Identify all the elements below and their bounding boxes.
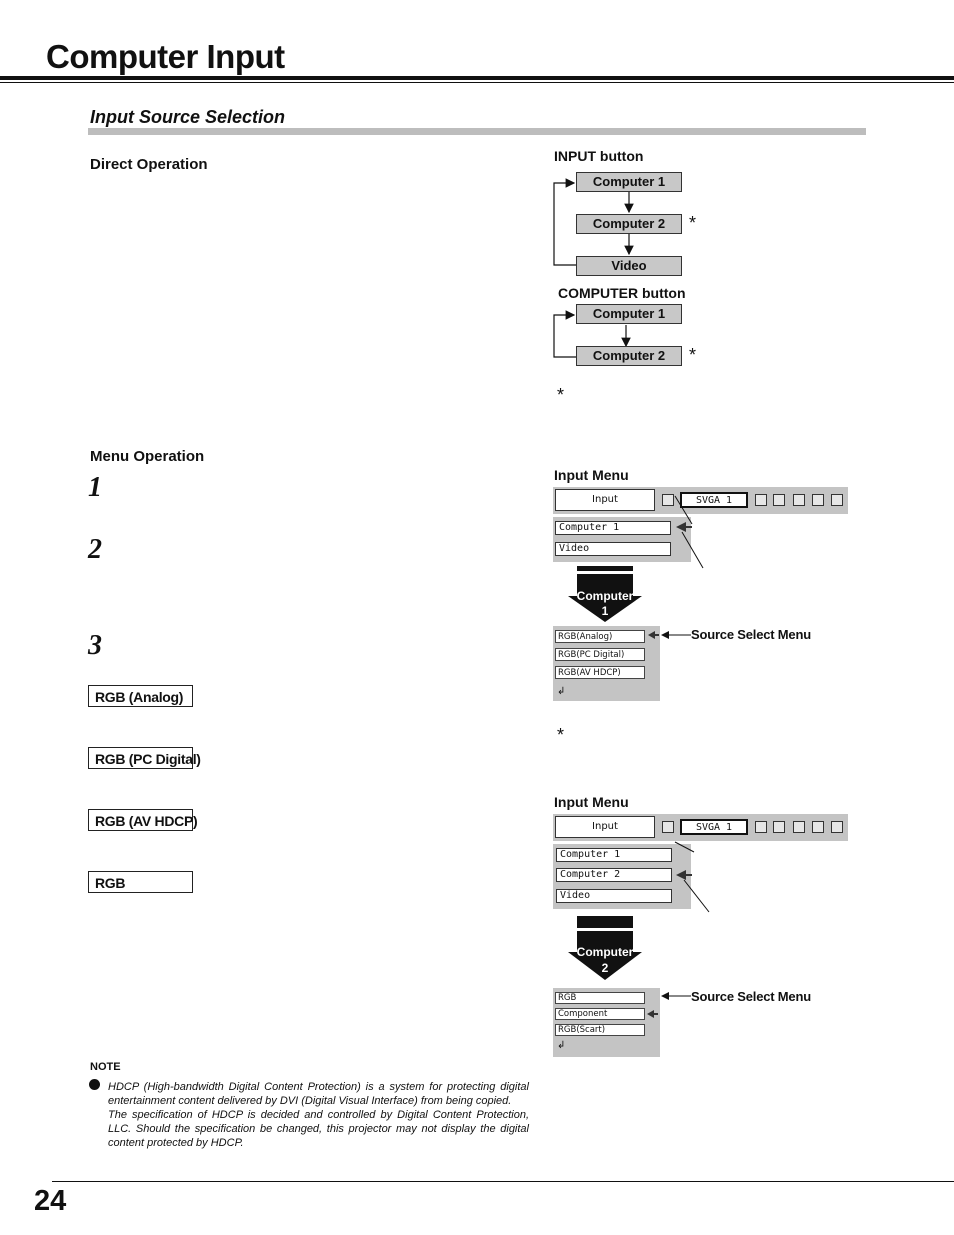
flow-computer-2: Computer 2 bbox=[576, 214, 682, 234]
arrow-label-computer: Computer bbox=[576, 945, 634, 959]
pointer-lines bbox=[672, 488, 712, 570]
menu-item-video: Video bbox=[556, 889, 672, 903]
asterisk-mark: * bbox=[557, 725, 565, 745]
flow-computer-2b: Computer 2 bbox=[576, 346, 682, 366]
asterisk-mark: * bbox=[689, 345, 697, 365]
page-title: Computer Input bbox=[46, 38, 285, 75]
source-select-pointer bbox=[645, 990, 691, 1020]
exit-icon: ↲ bbox=[557, 1040, 566, 1051]
source-item-rgb: RGB bbox=[555, 992, 645, 1004]
menu-operation-heading: Menu Operation bbox=[90, 448, 205, 465]
menu-icon bbox=[755, 821, 767, 833]
menu-icon bbox=[773, 821, 785, 833]
step-2: 2 bbox=[88, 534, 102, 565]
menu-icon bbox=[793, 494, 805, 506]
sound-icon bbox=[831, 494, 843, 506]
input-button-label: INPUT button bbox=[554, 148, 644, 164]
arrow-label-number: 1 bbox=[601, 604, 609, 618]
input-menu-label: Input Menu bbox=[554, 467, 629, 483]
note-paragraph-2: The specification of HDCP is decided and controlled by Digital Content Protection, LLC. Should the specification be changed, this projector may not display the digital content protected by HDCP. bbox=[108, 1109, 529, 1149]
mode-field: SVGA 1 bbox=[680, 492, 748, 508]
footer-rule bbox=[52, 1181, 954, 1182]
title-rule-thin bbox=[0, 82, 954, 83]
sound-icon bbox=[831, 821, 843, 833]
arrow-label-computer: Computer bbox=[576, 589, 634, 603]
input-source-icon bbox=[662, 821, 674, 833]
step-3: 3 bbox=[88, 630, 102, 661]
menu-icon bbox=[812, 494, 824, 506]
asterisk-mark: * bbox=[689, 213, 697, 233]
step-1: 1 bbox=[88, 472, 102, 503]
source-item-rgb-pc-digital: RGB(PC Digital) bbox=[555, 648, 645, 661]
source-select-menu-label: Source Select Menu bbox=[691, 989, 811, 1004]
option-rgb-av-hdcp: RGB (AV HDCP) bbox=[88, 809, 193, 831]
page-number: 24 bbox=[34, 1185, 67, 1217]
exit-icon: ↲ bbox=[557, 686, 566, 697]
menu-icon bbox=[755, 494, 767, 506]
source-item-rgb-scart: RGB(Scart) bbox=[555, 1024, 645, 1036]
note-paragraph-1: HDCP (High-bandwidth Digital Content Protection) is a system for protecting digital entertainment content delivered by DVI (Digital Visual Interface) from being copied. bbox=[108, 1081, 529, 1107]
mode-field: SVGA 1 bbox=[680, 819, 748, 835]
bullet-icon bbox=[89, 1079, 100, 1090]
source-select-menu-label: Source Select Menu bbox=[691, 627, 811, 642]
note-text bbox=[108, 1080, 529, 1150]
arrow-label-number: 2 bbox=[601, 961, 609, 975]
flow-computer-1b: Computer 1 bbox=[576, 304, 682, 324]
source-select-pointer bbox=[645, 628, 691, 642]
direct-operation-heading: Direct Operation bbox=[90, 156, 208, 173]
asterisk-footnote-mark: * bbox=[557, 385, 565, 405]
flow-video: Video bbox=[576, 256, 682, 276]
title-rule bbox=[0, 76, 954, 80]
source-item-rgb-av-hdcp: RGB(AV HDCP) bbox=[555, 666, 645, 679]
computer-button-label: COMPUTER button bbox=[558, 285, 686, 301]
option-rgb-analog: RGB (Analog) bbox=[88, 685, 193, 707]
menu-icon bbox=[773, 494, 785, 506]
menu-item-video: Video bbox=[555, 542, 671, 556]
section-rule bbox=[88, 128, 866, 135]
menu-item-computer-2: Computer 2 bbox=[556, 868, 672, 882]
option-rgb: RGB bbox=[88, 871, 193, 893]
menu-icon bbox=[812, 821, 824, 833]
source-item-component: Component bbox=[555, 1008, 645, 1020]
section-title: Input Source Selection bbox=[90, 107, 286, 127]
source-item-rgb-analog: RGB(Analog) bbox=[555, 630, 645, 643]
pointer-lines bbox=[672, 840, 712, 914]
menu-item-computer-1: Computer 1 bbox=[556, 848, 672, 862]
note-heading: NOTE bbox=[90, 1061, 121, 1073]
menu-item-computer-1: Computer 1 bbox=[555, 521, 671, 535]
input-menu-title: Input bbox=[555, 489, 655, 511]
input-menu-title: Input bbox=[555, 816, 655, 838]
flow-computer-1: Computer 1 bbox=[576, 172, 682, 192]
menu-icon bbox=[793, 821, 805, 833]
option-rgb-pc-digital: RGB (PC Digital) bbox=[88, 747, 193, 769]
input-menu-label: Input Menu bbox=[554, 794, 629, 810]
